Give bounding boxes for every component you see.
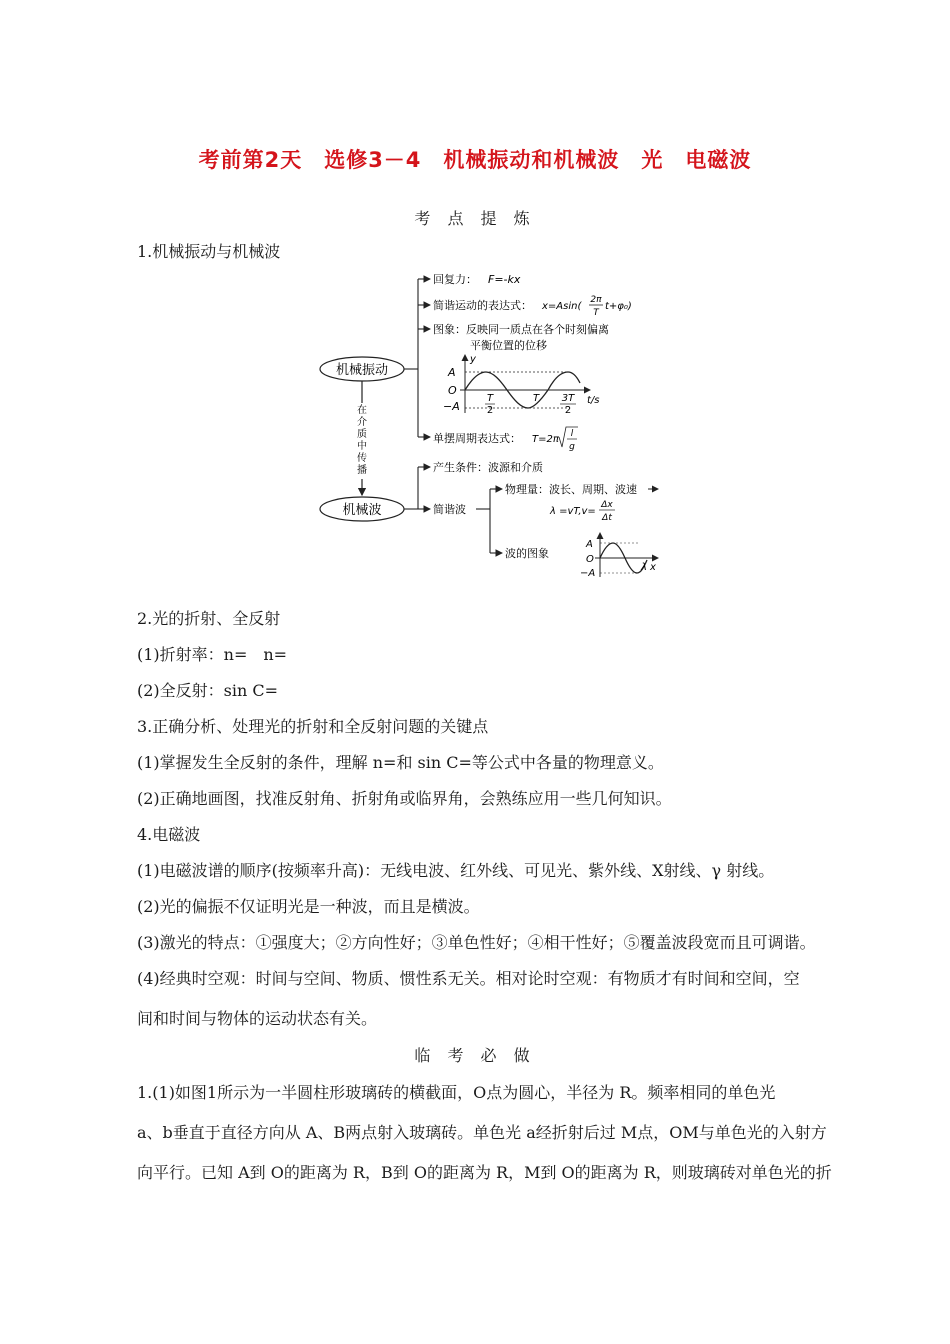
shm-expression-suffix: t+φ₀) xyxy=(605,301,632,312)
svg-text:λ: λ xyxy=(641,562,647,573)
svg-text:g: g xyxy=(569,442,575,452)
vibration-graph xyxy=(443,354,600,416)
svg-text:l: l xyxy=(570,429,574,439)
graph-description-line2: 平衡位置的位移 xyxy=(470,339,547,352)
item-4-heading: 4.电磁波 xyxy=(137,825,201,844)
svg-text:2: 2 xyxy=(564,405,572,416)
svg-text:Δt: Δt xyxy=(602,513,612,523)
physical-quantities: 物理量：波长、周期、波速 xyxy=(505,483,637,496)
wave-node-label: 机械波 xyxy=(342,503,382,518)
svg-text:−A: −A xyxy=(580,568,596,579)
item-3-point-1: (1)掌握发生全反射的条件，理解 n=和 sin C=等公式中各量的物理意义。 xyxy=(137,753,664,772)
item-4-point-4-cont: 间和时间与物体的运动状态有关。 xyxy=(137,1009,378,1028)
svg-text:A: A xyxy=(448,366,456,379)
wave-graph-label: 波的图象 xyxy=(505,547,549,560)
medium-label xyxy=(357,403,367,476)
item-4-point-3: (3)激光的特点：①强度大；②方向性好；③单色性好；④相干性好；⑤覆盖波段宽而且可调谐。 xyxy=(137,933,816,952)
problem-line-1: 1.(1)如图1所示为一半圆柱形玻璃砖的横截面，O点为圆心，半径为 R。频率相同的单色光 xyxy=(137,1083,776,1102)
svg-text:T: T xyxy=(532,393,540,404)
item-4-point-1: (1)电磁波谱的顺序(按频率升高)：无线电波、红外线、可见光、紫外线、X射线、γ 射线。 xyxy=(137,861,775,880)
svg-text:质: 质 xyxy=(357,429,367,440)
concept-map-diagram xyxy=(310,265,670,585)
svg-text:传: 传 xyxy=(357,453,367,464)
problem-line-3: 向平行。已知 A到 O的距离为 R，B到 O的距离为 R，M到 O的距离为 R，则玻璃砖对单色光的折 xyxy=(137,1163,832,1182)
total-reflection-line: (2)全反射：sin C= xyxy=(137,681,279,700)
restoring-force-label: 回复力： xyxy=(433,273,477,286)
pendulum-formula: T=2π xyxy=(532,434,559,445)
pendulum-period-label: 单摆周期表达式： xyxy=(433,432,521,445)
svg-text:y: y xyxy=(470,354,476,365)
svg-text:介: 介 xyxy=(357,417,367,428)
svg-text:在: 在 xyxy=(357,405,367,416)
vibration-node-label: 机械振动 xyxy=(335,363,389,378)
item-4-point-2: (2)光的偏振不仅证明光是一种波，而且是横波。 xyxy=(137,897,480,916)
item-4-point-4: (4)经典时空观：时间与空间、物质、惯性系无关。相对论时空观：有物质才有时间和空间，空 xyxy=(137,969,800,988)
problem-line-2: a、b垂直于直径方向从 A、B两点射入玻璃砖。单色光 a经折射后过 M点，OM与单色光的入射方 xyxy=(137,1123,827,1142)
section-heading-practice: 临 考 必 做 xyxy=(414,1046,536,1065)
section-heading-key-points: 考 点 提 炼 xyxy=(414,209,536,228)
svg-text:Δx: Δx xyxy=(601,500,613,510)
restoring-force-formula: F=-kx xyxy=(488,273,521,286)
svg-text:t/s: t/s xyxy=(587,395,600,406)
graph-description-line1: 图象：反映同一质点在各个时刻偏离 xyxy=(433,323,609,336)
item-2-heading: 2.光的折射、全反射 xyxy=(137,609,281,628)
wave-graph xyxy=(580,533,658,579)
svg-text:2π: 2π xyxy=(590,295,602,305)
item-3-heading: 3.正确分析、处理光的折射和全反射问题的关键点 xyxy=(137,717,489,736)
svg-text:T: T xyxy=(486,393,494,404)
svg-text:播: 播 xyxy=(357,465,367,476)
item-3-point-2: (2)正确地画图，找准反射角、折射角或临界角，会熟练应用一些几何知识。 xyxy=(137,789,672,808)
svg-text:中: 中 xyxy=(357,441,367,452)
svg-text:−A: −A xyxy=(443,400,460,413)
wave-relation: λ =vT,v= xyxy=(550,506,596,517)
refraction-index-line: (1)折射率：n= n= xyxy=(137,645,288,664)
shm-expression-label: 简谐运动的表达式： xyxy=(433,299,532,312)
svg-text:3T: 3T xyxy=(561,393,575,404)
svg-text:2: 2 xyxy=(486,405,494,416)
produce-condition: 产生条件：波源和介质 xyxy=(433,461,543,474)
svg-text:x: x xyxy=(650,562,656,573)
svg-text:O: O xyxy=(448,384,457,397)
svg-text:A: A xyxy=(586,539,593,550)
simple-wave-label: 简谐波 xyxy=(433,503,466,516)
svg-text:O: O xyxy=(586,554,594,565)
svg-text:T: T xyxy=(593,308,599,318)
item-1-heading: 1.机械振动与机械波 xyxy=(137,242,281,261)
shm-expression-prefix: x=Asin( xyxy=(542,301,582,312)
page-title: 考前第2天 选修3－4 机械振动和机械波 光 电磁波 xyxy=(198,148,752,172)
